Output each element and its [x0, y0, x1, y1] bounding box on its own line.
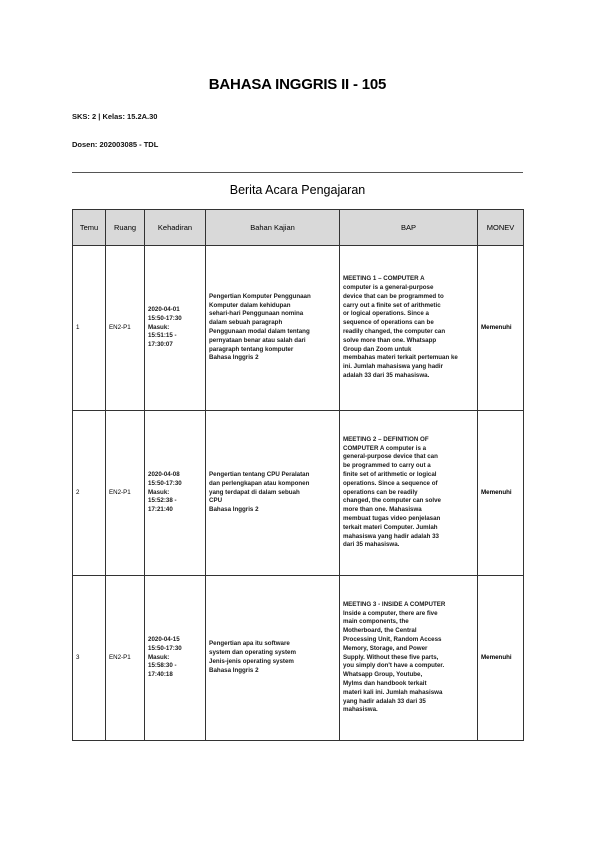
cell-line: Inside a computer, there are five	[343, 609, 438, 617]
cell-line: terkait materi Computer. Jumlah	[343, 523, 438, 531]
cell-line: 15:50-17:30	[148, 314, 182, 322]
cell-line: system dan operating system	[209, 649, 296, 657]
cell-temu: 2	[73, 411, 106, 576]
cell-line: Bahasa Inggris 2	[209, 666, 259, 674]
cell-temu: 1	[73, 246, 106, 411]
cell-line: yang terdapat di dalam sebuah	[209, 488, 300, 496]
cell-kehadiran	[145, 411, 206, 576]
cell-line: main components, the	[343, 618, 409, 626]
cell-line: 15:52:38 -	[148, 497, 177, 505]
cell-line: Mylms dan handbook terkait	[343, 679, 427, 687]
section-title: Berita Acara Pengajaran	[229, 183, 366, 197]
cell-kehadiran	[145, 246, 206, 411]
cell-line: Group dan Zoom untuk	[343, 345, 412, 353]
cell-line: Komputer dalam kehidupan	[209, 301, 291, 309]
cell-ruang: EN2-P1	[106, 246, 145, 411]
cell-line: 15:51:15 -	[148, 332, 177, 340]
cell-line: MEETING 1 – COMPUTER A	[343, 275, 425, 283]
cell-line: Whatsapp Group, Youtube,	[343, 671, 423, 679]
cell-line: Motherboard, the Central	[343, 627, 417, 635]
cell-kehadiran	[145, 576, 206, 741]
header-kehadiran: Kehadiran	[145, 210, 206, 246]
cell-line: membahas materi terkait pertemuan ke	[343, 354, 458, 362]
table-header-row	[73, 210, 524, 246]
cell-monev: Memenuhi	[478, 576, 524, 741]
cell-line: adalah 33 dari 35 mahasiswa.	[343, 371, 430, 379]
cell-line: 17:40:18	[148, 671, 173, 679]
cell-line: Masuk:	[148, 488, 170, 496]
cell-line: dari 35 mahasiswa.	[343, 541, 400, 549]
header-ruang: Ruang	[106, 210, 145, 246]
cell-line: be programmed to carry out a	[343, 462, 431, 470]
teaching-report-table	[72, 209, 524, 741]
cell-line: Masuk:	[148, 653, 170, 661]
cell-line: 15:50-17:30	[148, 644, 182, 652]
cell-line: paragraph tentang komputer	[209, 345, 294, 353]
cell-line: readily changed, the computer can	[343, 328, 446, 335]
cell-line: dalam sebuah paragraph	[209, 319, 283, 327]
cell-line: Supply. Without these five parts,	[343, 653, 439, 661]
cell-line: Masuk:	[148, 323, 170, 331]
table-row	[73, 411, 524, 576]
cell-line: Processing Unit, Random Access	[343, 636, 442, 643]
cell-line: Bahasa Inggris 2	[209, 506, 259, 514]
cell-line: Jenis-jenis operating system	[209, 658, 294, 665]
table-row	[73, 576, 524, 741]
cell-line: sequence of operations can be	[343, 319, 434, 327]
cell-bap	[340, 576, 478, 741]
cell-line: membuat tugas video penjelasan	[343, 514, 441, 522]
cell-ruang: EN2-P1	[106, 411, 145, 576]
cell-line: Penggunaan modal dalam tentang	[209, 328, 310, 335]
cell-line: 17:21:40	[148, 506, 173, 514]
cell-line: yang hadir adalah 33 dari 35	[343, 697, 426, 705]
cell-line: Bahasa Inggris 2	[209, 354, 259, 362]
header-temu: Temu	[73, 210, 106, 246]
cell-line: solve more than one. Whatsapp	[343, 336, 437, 344]
divider	[72, 172, 523, 173]
cell-monev: Memenuhi	[478, 246, 524, 411]
cell-line: Memory, Storage, and Power	[343, 644, 428, 652]
cell-monev: Memenuhi	[478, 411, 524, 576]
table-row	[73, 246, 524, 411]
cell-line: more than one. Mahasiswa	[343, 506, 422, 514]
cell-line: COMPUTER A computer is a	[343, 444, 427, 452]
cell-bap	[340, 246, 478, 411]
cell-line: or logical operations. Since a	[343, 310, 429, 318]
cell-line: operations can be readily	[343, 488, 418, 496]
cell-line: pernyataan benar atau salah dari	[209, 336, 306, 344]
cell-line: 2020-04-01	[148, 306, 180, 313]
cell-line: operations. Since a sequence of	[343, 479, 438, 487]
cell-line: general-purpose device that can	[343, 453, 438, 461]
cell-line: CPU	[209, 497, 223, 505]
cell-line: MEETING 3 - INSIDE A COMPUTER	[343, 600, 446, 608]
cell-line: 15:58:30 -	[148, 662, 177, 670]
cell-temu: 3	[73, 576, 106, 741]
cell-line: 2020-04-15	[148, 636, 180, 643]
cell-line: MEETING 2 – DEFINITION OF	[343, 435, 429, 443]
cell-bahan-kajian	[206, 411, 340, 576]
cell-line: 15:50-17:30	[148, 479, 182, 487]
cell-line: mahasiswa yang hadir adalah 33	[343, 532, 439, 540]
course-title: BAHASA INGGRIS II - 105	[208, 76, 387, 93]
cell-line: 2020-04-08	[148, 471, 180, 478]
lecturer-line: Dosen: 202003085 - TDL	[72, 140, 159, 149]
cell-line: ini. Jumlah mahasiswa yang hadir	[343, 363, 444, 371]
cell-line: device that can be programmed to	[343, 292, 444, 300]
cell-line: Pengertian apa itu software	[209, 640, 290, 648]
cell-line: mahasiswa.	[343, 706, 378, 714]
cell-line: 17:30:07	[148, 341, 173, 349]
cell-line: materi kali ini. Jumlah mahasiswa	[343, 688, 443, 696]
cell-line: dan perlengkapan atau komponen	[209, 479, 310, 487]
course-meta: SKS: 2 | Kelas: 15.2A.30	[72, 112, 158, 121]
cell-line: carry out a finite set of arithmetic	[343, 301, 441, 309]
header-bap: BAP	[340, 210, 478, 246]
cell-line: Pengertian tentang CPU Peralatan	[209, 471, 310, 478]
cell-line: sehari-hari Penggunaan nomina	[209, 310, 304, 318]
cell-ruang: EN2-P1	[106, 576, 145, 741]
cell-bahan-kajian	[206, 246, 340, 411]
cell-line: Pengertian Komputer Penggunaan	[209, 292, 311, 300]
cell-bahan-kajian	[206, 576, 340, 741]
header-bahan-kajian: Bahan Kajian	[206, 210, 340, 246]
header-monev: MONEV	[478, 210, 524, 246]
cell-line: finite set of arithmetic or logical	[343, 471, 437, 478]
cell-line: computer is a general-purpose	[343, 284, 434, 292]
cell-line: changed, the computer can solve	[343, 497, 441, 505]
cell-bap	[340, 411, 478, 576]
cell-line: you simply don't have a computer.	[343, 662, 445, 670]
